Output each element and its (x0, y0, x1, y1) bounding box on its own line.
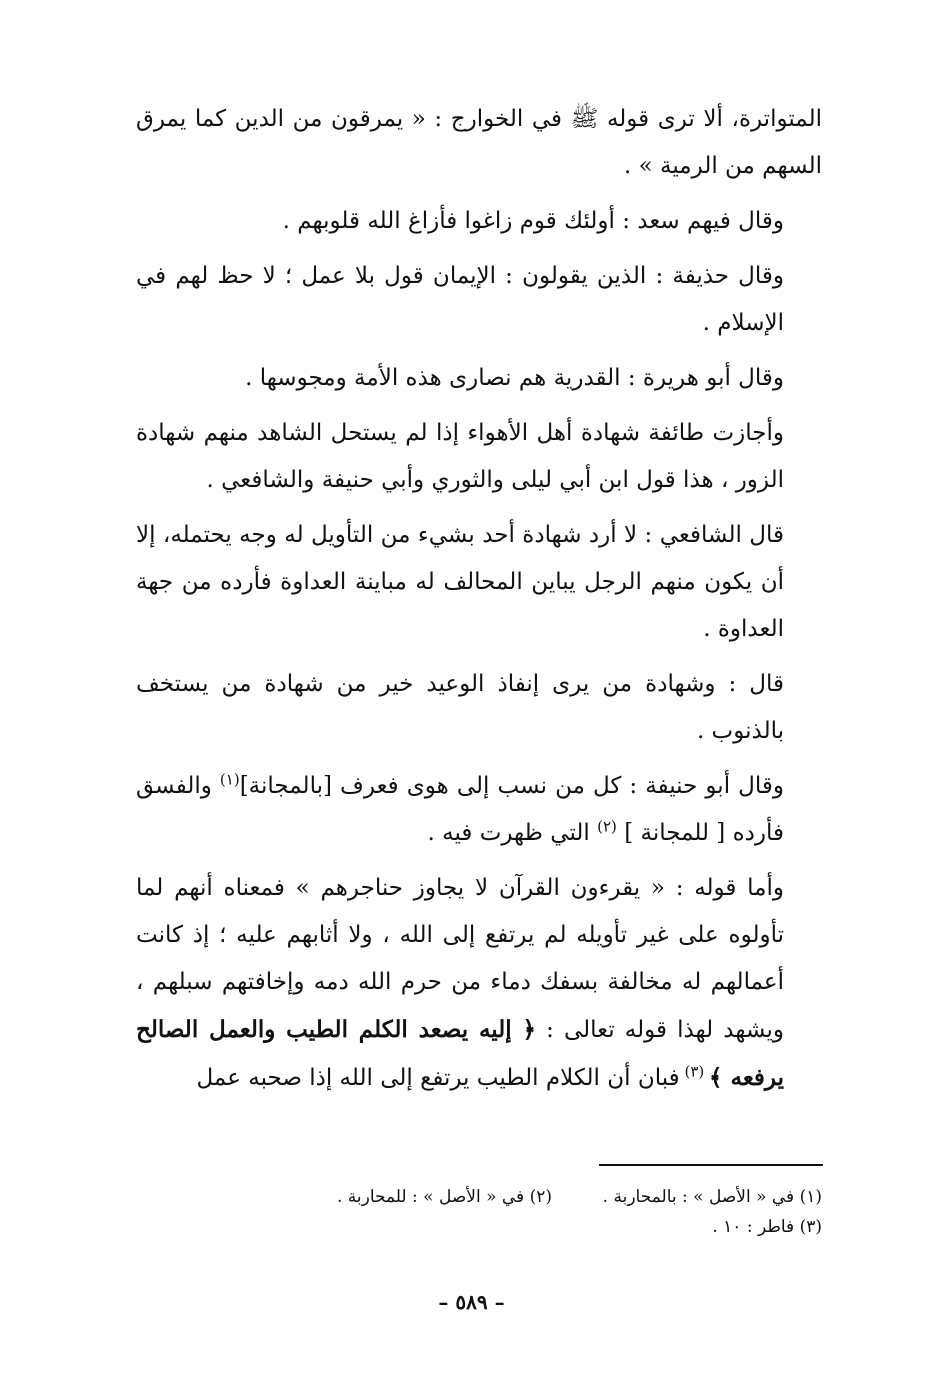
paragraph-2: وقال فيهم سعد : أولئك قوم زاغوا فأزاغ الله قلوبهم . (282, 208, 784, 234)
paragraph-5: وأجازت طائفة شهادة أهل الأهواء إذا لم يستحل الشاهد منهم شهادة الزور ، هذا قول ابن أبي ليلى والثوري وأبي حنيفة والشافعي . (136, 420, 784, 493)
main-text (136, 96, 822, 1110)
paragraph-4: وقال أبو هريرة : القدرية هم نصارى هذه الأمة ومجوسها . (245, 365, 784, 391)
footnote-ref-3: (٣) (679, 1062, 709, 1081)
paragraph-3: وقال حذيفة : الذين يقولون : الإيمان قول بلا عمل ؛ لا حظ لهم في الإسلام . (136, 263, 784, 336)
footnotes (136, 1182, 822, 1242)
paragraph-9 (136, 865, 822, 1102)
p9-text-2: فبان أن الكلام الطيب يرتفع إلى الله إذا صحبه عمل (196, 1065, 680, 1091)
footnote-3: (٣) فاطر : ١٠ . (712, 1217, 822, 1237)
p8-text-2: والفسق فأرده [ للمجانة ] (136, 773, 784, 846)
footnote-1: (١) في « الأصل » : بالمحاربة . (602, 1187, 822, 1207)
paragraph-1: المتواترة، ألا ترى قوله ﷺ في الخوارج : « يمرقون من الدين كما يمرق السهم من الرمية » . (136, 106, 822, 179)
paragraph-6: قال الشافعي : لا أرد شهادة أحد بشيء من التأويل له وجه يحتمله، إلا أن يكون منهم الرجل يباين المحالف له مباينة العداوة فأرده من جهة العداوة . (136, 522, 784, 642)
page-number: – ٥٨٩ – (438, 1290, 505, 1314)
paragraph-7: قال : وشهادة من يرى إنفاذ الوعيد خير من شهادة من يستخف بالذنوب . (136, 671, 784, 744)
quran-verse: ﴿ إليه يصعد الكلم الطيب والعمل الصالح يرفعه ﴾ (136, 1016, 784, 1091)
footnote-ref-1: (١) (219, 770, 240, 789)
p8-text-1: وقال أبو حنيفة : كل من نسب إلى هوى فعرف [بالمجانة] (239, 773, 784, 799)
footnote-2: (٢) في « الأصل » : للمحاربة . (336, 1187, 552, 1207)
footnote-ref-2: (٢) (597, 817, 617, 836)
paragraph-8 (136, 763, 822, 857)
p9-text-1: وأما قوله : « يقرءون القرآن لا يجاوز حناجرهم » فمعناه أنهم لما تأولوه على غير تأويله لم يرتفع إلى الله ، ولا أثابهم عليه ؛ إذ كانت أعمالهم له مخالفة بسفك دماء من حرم الله دمه وإخافتهم سبلهم ، ويشهد لهذا قوله تعالى : (136, 875, 784, 1043)
p8-text-3: التي ظهرت فيه . (427, 820, 598, 846)
footnote-divider (599, 1164, 823, 1166)
footnote-row (136, 1182, 822, 1212)
